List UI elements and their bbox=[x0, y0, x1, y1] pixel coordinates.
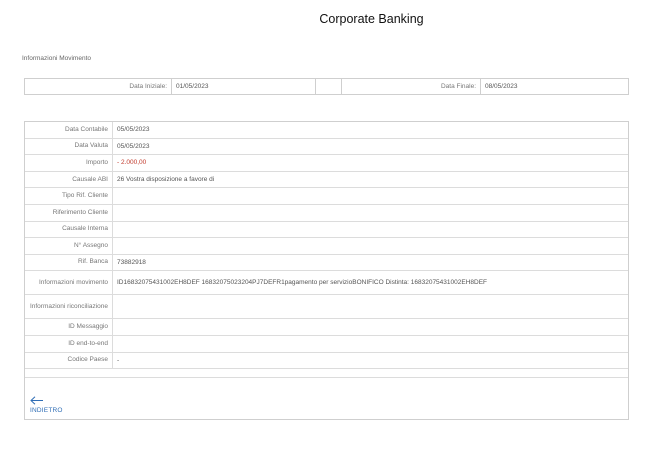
detail-row-spacer bbox=[25, 369, 628, 378]
detail-row-informazioni-riconciliazione bbox=[25, 295, 628, 319]
amount-value: - 2.000,00 bbox=[117, 159, 147, 167]
detail-row-importo bbox=[25, 155, 628, 172]
detail-row-codice-paese bbox=[25, 353, 628, 370]
detail-row-numero-assegno bbox=[25, 238, 628, 255]
detail-label: ID Messaggio bbox=[25, 319, 113, 335]
detail-label: ID end-to-end bbox=[25, 336, 113, 352]
detail-value: 26 Vostra disposizione a favore di bbox=[117, 176, 215, 184]
detail-label: Codice Paese bbox=[25, 353, 113, 369]
back-button-label: INDIETRO bbox=[30, 407, 63, 414]
date-filter-spacer bbox=[316, 79, 342, 94]
detail-row-causale-interna bbox=[25, 222, 628, 239]
detail-value: 73882918 bbox=[117, 259, 146, 267]
detail-row-tipo-rif-cliente bbox=[25, 188, 628, 205]
detail-value bbox=[113, 319, 628, 335]
detail-label: Riferimento Cliente bbox=[25, 205, 113, 221]
end-date-value[interactable]: 08/05/2023 bbox=[485, 83, 518, 90]
detail-value bbox=[113, 295, 628, 318]
detail-value: 05/05/2023 bbox=[117, 126, 150, 134]
detail-row-informazioni-movimento bbox=[25, 271, 628, 295]
detail-row-rif-banca bbox=[25, 255, 628, 272]
detail-value bbox=[113, 336, 628, 352]
date-filter-bar bbox=[24, 78, 629, 95]
detail-value bbox=[113, 205, 628, 221]
detail-value bbox=[113, 188, 628, 204]
detail-value bbox=[113, 222, 628, 238]
detail-value bbox=[113, 238, 628, 254]
detail-row-riferimento-cliente bbox=[25, 205, 628, 222]
detail-value: ID16832075431002EH8DEF 16832075023204PJ7DEFR1pagamento per servizioBONIFICO Distinta: 16832075431002EH8DEF bbox=[117, 279, 488, 287]
detail-label: Informazioni movimento bbox=[25, 271, 113, 294]
movement-details-panel bbox=[24, 121, 629, 420]
detail-row-id-messaggio bbox=[25, 319, 628, 336]
app-title: Corporate Banking bbox=[319, 12, 424, 26]
detail-value: - bbox=[117, 356, 120, 364]
detail-label: Data Valuta bbox=[25, 139, 113, 155]
detail-label: Data Contabile bbox=[25, 122, 113, 138]
start-date-label: Data Iniziale: bbox=[25, 79, 172, 94]
detail-row-data-contabile bbox=[25, 122, 628, 139]
detail-label: Causale ABI bbox=[25, 172, 113, 188]
section-title: Informazioni Movimento bbox=[22, 55, 91, 62]
detail-label: Rif. Banca bbox=[25, 255, 113, 271]
detail-value: 05/05/2023 bbox=[117, 142, 150, 150]
detail-label: Informazioni riconciliazione bbox=[25, 295, 113, 318]
detail-label: Importo bbox=[25, 155, 113, 171]
back-button[interactable] bbox=[30, 396, 63, 414]
end-date-label: Data Finale: bbox=[342, 79, 481, 94]
detail-row-id-end-to-end bbox=[25, 336, 628, 353]
detail-label: Tipo Rif. Cliente bbox=[25, 188, 113, 204]
start-date-value[interactable]: 01/05/2023 bbox=[172, 79, 316, 94]
detail-label: Causale Interna bbox=[25, 222, 113, 238]
detail-row-causale-abi bbox=[25, 172, 628, 189]
detail-label: N° Assegno bbox=[25, 238, 113, 254]
detail-row-data-valuta bbox=[25, 139, 628, 156]
arrow-left-icon bbox=[30, 396, 44, 405]
